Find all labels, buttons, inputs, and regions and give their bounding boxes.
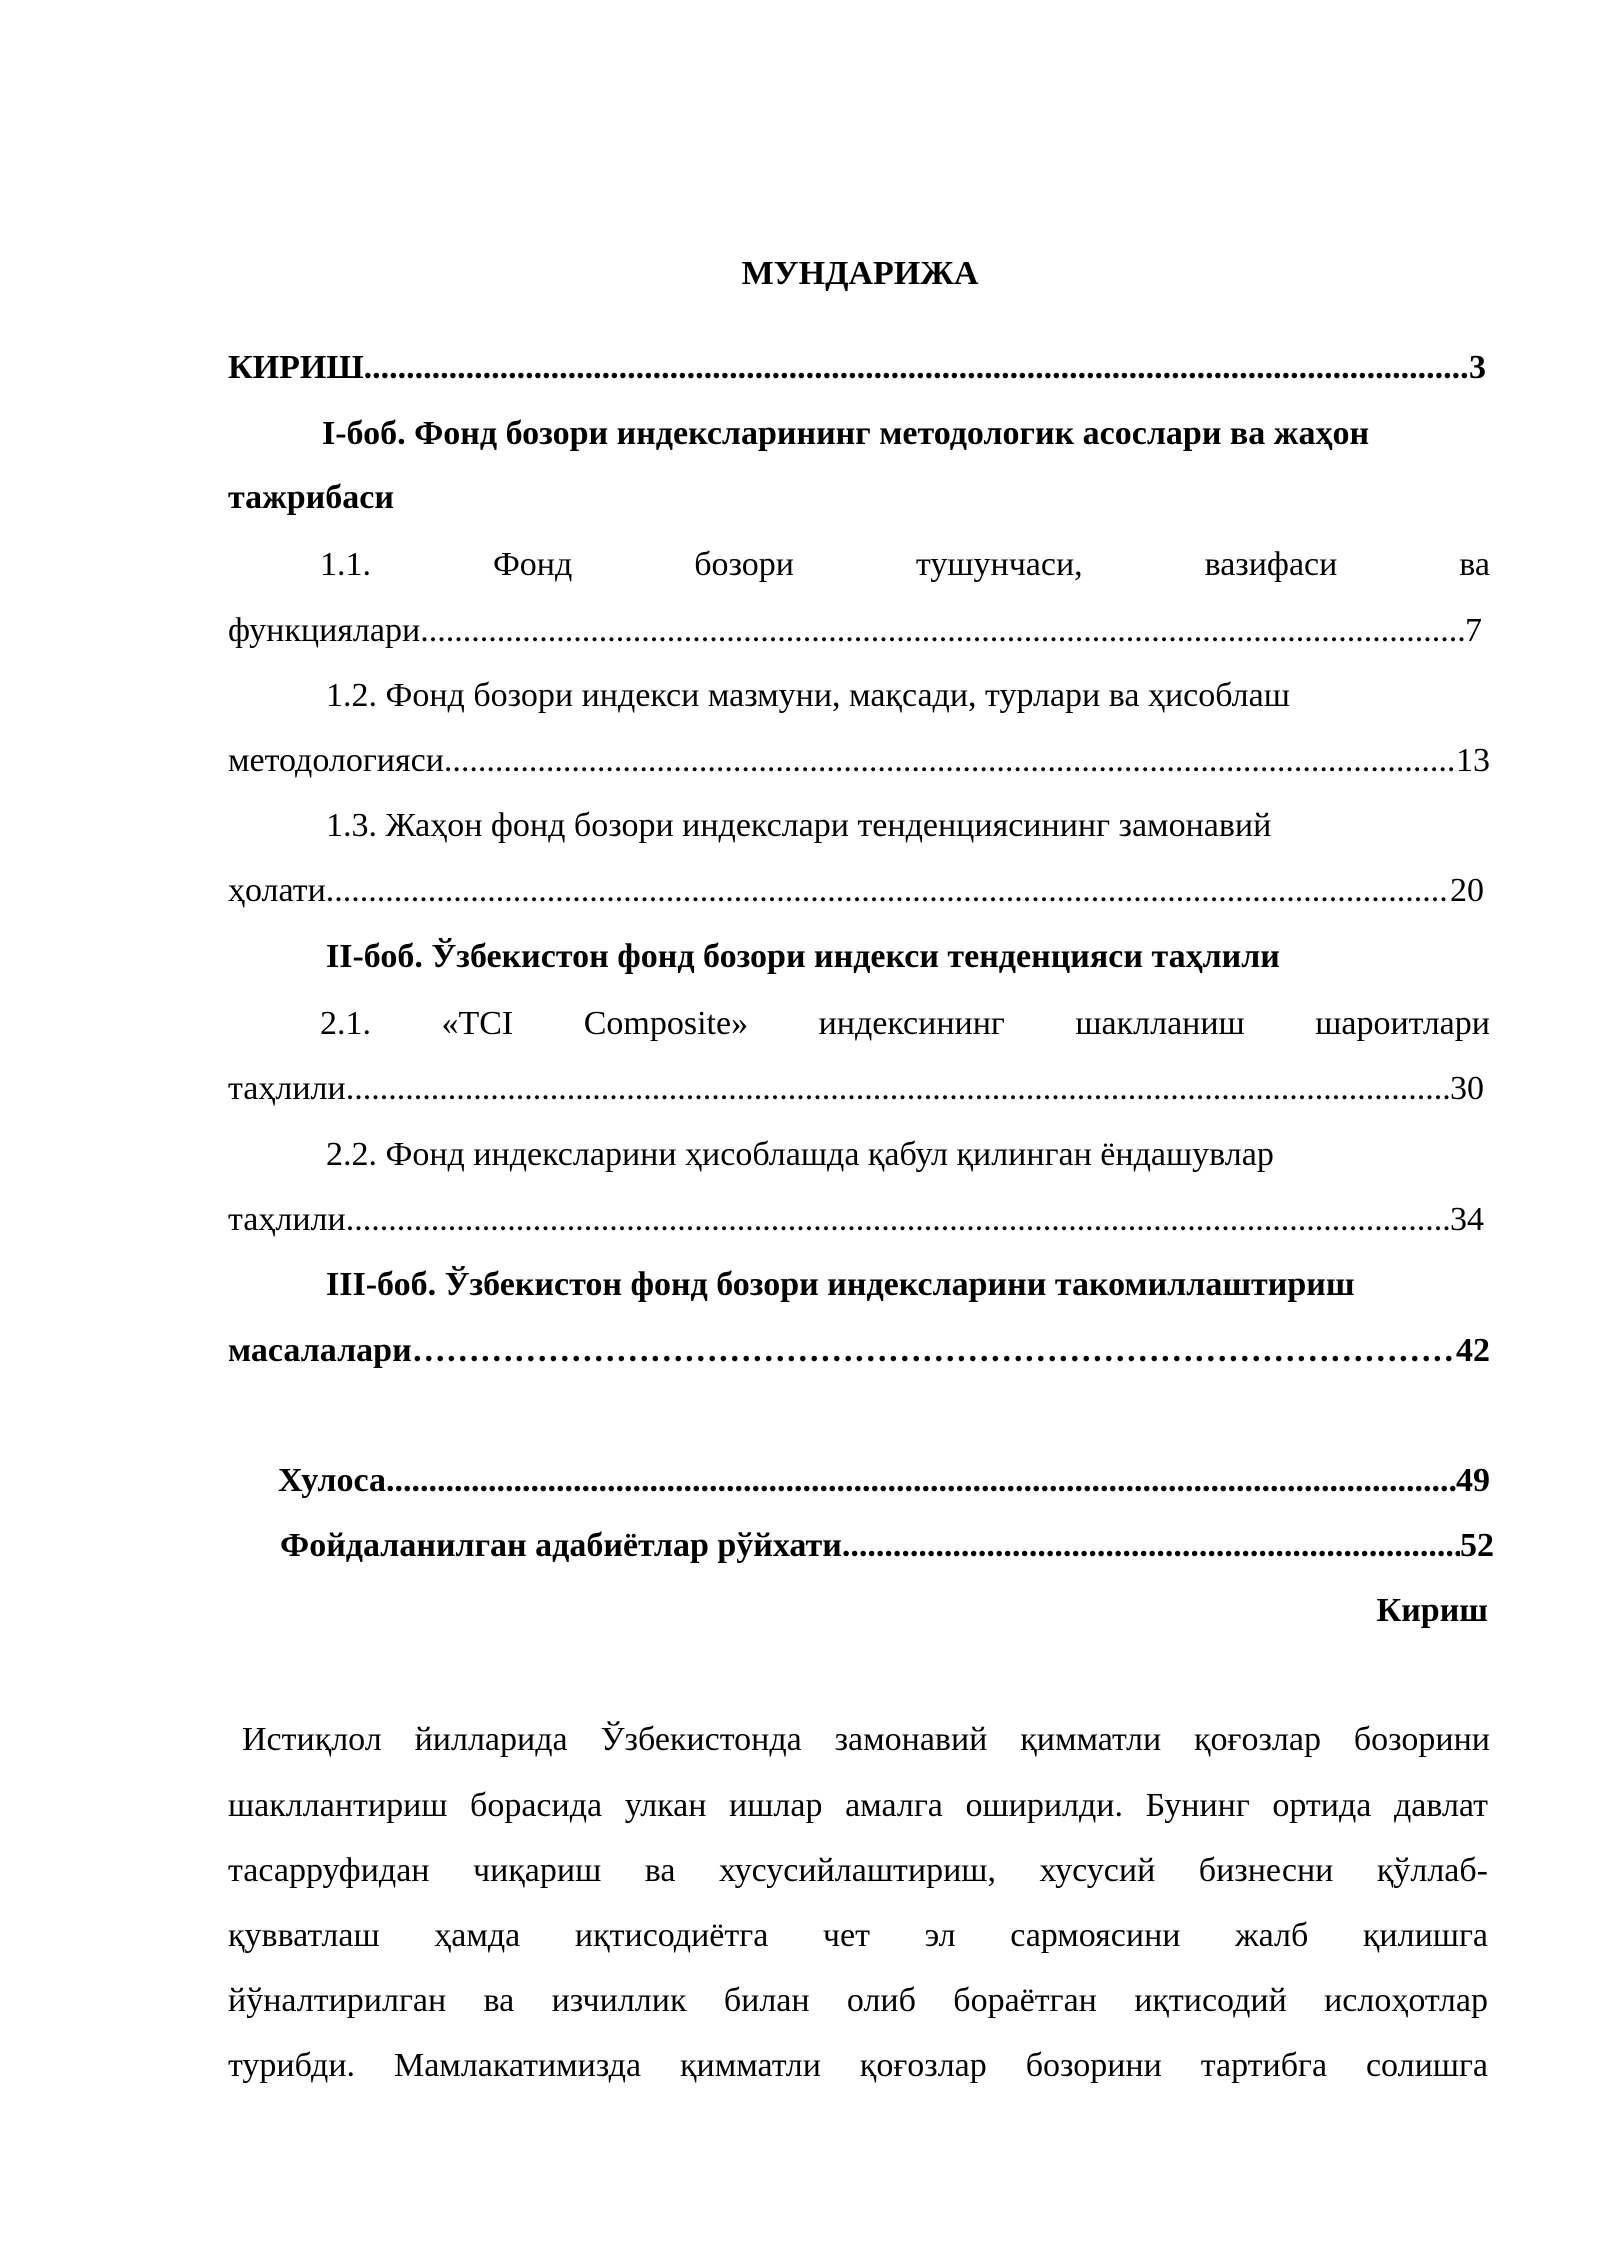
toc-entry-references[interactable] — [280, 1524, 1494, 1568]
toc-page-number: 49 — [1456, 1462, 1490, 1499]
toc-section-1-3-line1[interactable]: 1.3. Жаҳон фонд бозори индекслари тенденциясининг замонавий — [326, 807, 1272, 844]
toc-page-number: 34 — [1450, 1201, 1484, 1238]
paragraph-line: тасарруфидан чиқариш ва хусусийлаштириш, хусусий бизнесни қўллаб- — [228, 1852, 1488, 1889]
word: индексининг — [818, 1005, 1005, 1042]
word: 2.1. — [320, 1005, 371, 1042]
dot-leader — [326, 869, 1450, 913]
toc-chapter-3-line2[interactable] — [228, 1329, 1490, 1373]
toc-chapter-3-line1[interactable]: III-боб. Ўзбекистон фонд бозори индексларини такомиллаштириш — [326, 1266, 1355, 1303]
toc-entry-label: Фойдаланилган адабиётлар рўйхати — [280, 1527, 842, 1564]
toc-section-1-1-line2[interactable] — [228, 609, 1482, 653]
toc-section-2-2-line2[interactable] — [228, 1198, 1484, 1242]
toc-entry-conclusion[interactable] — [278, 1459, 1490, 1503]
intro-heading: Кириш — [1376, 1592, 1488, 1629]
word: Composite» — [583, 1005, 749, 1042]
dot-leader — [346, 1198, 1450, 1242]
word: Фонд — [492, 546, 573, 583]
toc-page-number: 30 — [1450, 1070, 1484, 1107]
toc-entry-intro[interactable] — [228, 346, 1486, 390]
paragraph-line: шакллантириш борасида улкан ишлар амалга оширилди. Бунинг ортида давлат — [228, 1787, 1488, 1824]
toc-entry-label: ҳолати — [228, 872, 326, 909]
toc-entry-label: функциялари — [228, 612, 421, 649]
toc-chapter-1-line1[interactable]: I-боб. Фонд бозори индексларининг методологик асослари ва жаҳон — [322, 415, 1370, 452]
word: 1.1. — [320, 546, 371, 583]
word: вазифаси — [1204, 546, 1338, 583]
toc-entry-label: методологияси — [228, 742, 444, 779]
paragraph-line: турибди. Мамлакатимизда қимматли қоғозлар бозорини тартибга солишга — [228, 2047, 1488, 2084]
toc-title: МУНДАРИЖА — [741, 255, 979, 292]
toc-section-1-1-line1[interactable] — [320, 543, 1490, 587]
word: ва — [1459, 546, 1490, 583]
toc-page-number: 52 — [1460, 1527, 1494, 1564]
toc-entry-label: КИРИШ — [228, 349, 364, 386]
toc-section-2-2-line1[interactable]: 2.2. Фонд индексларини ҳисоблашда қабул қилинган ёндашувлар — [326, 1136, 1274, 1173]
dot-leader — [346, 1067, 1450, 1111]
dot-leader — [386, 1459, 1456, 1503]
word: шаклланиш — [1075, 1005, 1245, 1042]
paragraph-line: йўналтирилган ва изчиллик билан олиб бораётган иқтисодий ислоҳотлар — [228, 1982, 1488, 2019]
dot-leader — [364, 346, 1469, 390]
word: шароитлари — [1315, 1005, 1490, 1042]
toc-page-number: 42 — [1456, 1332, 1490, 1369]
paragraph-line: Истиқлол йилларида Ўзбекистонда замонавий қимматли қоғозлар бозорини — [242, 1721, 1490, 1758]
toc-page-number: 20 — [1450, 872, 1484, 909]
dot-leader — [412, 1329, 1456, 1373]
word: «TCI — [441, 1005, 514, 1042]
toc-entry-label: таҳлили — [228, 1070, 346, 1107]
toc-chapter-1-line2[interactable]: тажрибаси — [228, 479, 394, 516]
toc-page-number: 7 — [1465, 612, 1482, 649]
toc-entry-label: масалалари — [228, 1332, 412, 1369]
toc-chapter-2[interactable]: II-боб. Ўзбекистон фонд бозори индекси тенденцияси таҳлили — [326, 938, 1280, 975]
word: бозори — [694, 546, 794, 583]
toc-entry-label: Хулоса — [278, 1462, 386, 1499]
paragraph-line: қувватлаш ҳамда иқтисодиётга чет эл сармоясини жалб қилишга — [228, 1917, 1488, 1954]
toc-section-1-3-line2[interactable] — [228, 869, 1484, 913]
toc-section-2-1-line1[interactable] — [320, 1002, 1490, 1046]
toc-page-number: 3 — [1469, 349, 1486, 386]
word: тушунчаси, — [915, 546, 1083, 583]
dot-leader — [444, 739, 1456, 783]
toc-entry-label: таҳлили — [228, 1201, 346, 1238]
toc-section-1-2-line1[interactable]: 1.2. Фонд бозори индекси мазмуни, мақсади, турлари ва ҳисоблаш — [326, 677, 1290, 714]
dot-leader — [842, 1524, 1460, 1568]
dot-leader — [420, 609, 1465, 653]
toc-section-2-1-line2[interactable] — [228, 1067, 1484, 1111]
toc-section-1-2-line2[interactable] — [228, 739, 1490, 783]
toc-page-number: 13 — [1456, 742, 1490, 779]
